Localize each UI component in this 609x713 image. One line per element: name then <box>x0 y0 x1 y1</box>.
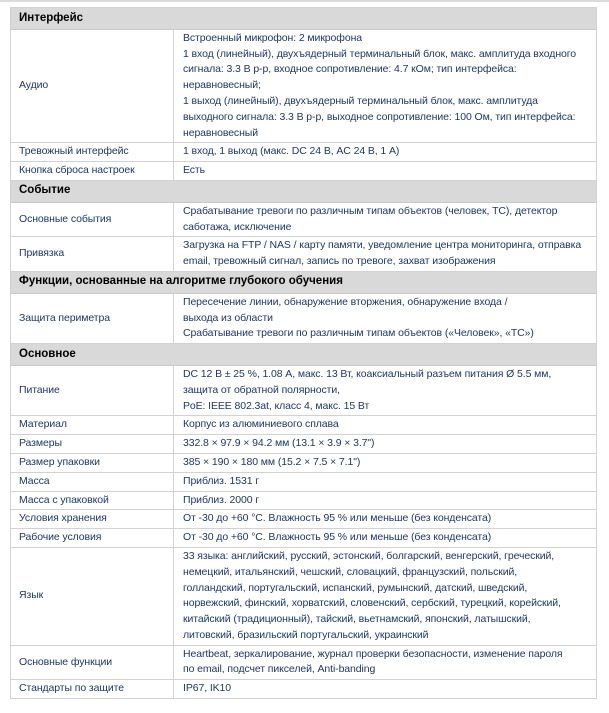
row-value-material <box>174 416 596 434</box>
value-line: Срабатывание тревоги по различным типам объектов (человек, ТС), детектор <box>183 204 558 217</box>
row-value-main-functions <box>174 646 596 680</box>
row-value-operating-conditions <box>174 529 596 547</box>
row-label-reset-button: Кнопка сброса настроек <box>11 162 174 180</box>
table-row-reset-button <box>11 162 596 181</box>
table-row-language <box>11 548 596 646</box>
row-value-linkage <box>174 237 596 271</box>
row-label-main-functions: Основные функции <box>11 646 174 680</box>
row-value-language <box>174 548 596 645</box>
table-row-dimensions <box>11 435 596 454</box>
row-label-audio: Аудио <box>11 30 174 143</box>
row-label-storage-conditions: Условия хранения <box>11 510 174 528</box>
row-value-perimeter-protection <box>174 294 596 343</box>
value-line: китайский (традиционный), тайский, вьетнамский, японский, латышский, <box>183 613 531 626</box>
row-label-linkage: Привязка <box>11 237 174 271</box>
table-row-package-size <box>11 454 596 473</box>
value-line: 332.8 × 97.9 × 94.2 мм (13.1 × 3.9 × 3.7") <box>183 437 375 450</box>
row-label-alarm-interface: Тревожный интерфейс <box>11 143 174 161</box>
value-line: 385 × 190 × 180 мм (15.2 × 7.5 × 7.1") <box>183 455 361 468</box>
value-line: PoE: IEEE 802.3at, класс 4, макс. 15 Вт <box>183 399 370 412</box>
table-row-storage-conditions <box>11 510 596 529</box>
table-row-protection-standards <box>11 680 596 699</box>
value-line: DC 12 В ± 25 %, 1.08 А, макс. 13 Вт, коаксиальный разъем питания Ø 5.5 мм, <box>183 367 552 380</box>
value-line: 1 вход (линейный), двухъядерный терминальный блок, макс. амплитуда входного <box>183 47 577 60</box>
table-row-operating-conditions <box>11 529 596 548</box>
row-value-main-events <box>174 203 596 237</box>
value-line: неравновесный <box>183 126 258 139</box>
row-value-alarm-interface <box>174 143 596 161</box>
row-value-weight <box>174 473 596 491</box>
section-header-interface: Интерфейс <box>11 8 596 30</box>
value-line: литовский, бразильский португальский, украинский <box>183 628 429 641</box>
row-label-perimeter-protection: Защита периметра <box>11 294 174 343</box>
row-label-weight-with-package: Масса с упаковкой <box>11 492 174 510</box>
value-line: 1 выход (линейный), двухъядерный терминальный блок, макс. амплитуда <box>183 94 538 107</box>
row-value-power <box>174 366 596 415</box>
row-label-dimensions: Размеры <box>11 435 174 453</box>
value-line: Встроенный микрофон: 2 микрофона <box>183 31 363 44</box>
table-row-main-functions <box>11 646 596 681</box>
table-row-main-events <box>11 203 596 238</box>
row-value-protection-standards <box>174 680 596 698</box>
row-value-storage-conditions <box>174 510 596 528</box>
value-line: Heartbeat, зеркалирование, журнал проверки безопасности, изменение пароля <box>183 647 563 660</box>
value-line: email, тревожный сигнал, запись по тревоге, захват изображения <box>183 255 496 268</box>
value-line: Загрузка на FTP / NAS / карту памяти, уведомление центра мониторинга, отправка <box>183 239 582 252</box>
table-row-weight-with-package <box>11 492 596 511</box>
table-row-perimeter-protection <box>11 294 596 344</box>
row-value-weight-with-package <box>174 492 596 510</box>
row-label-material: Материал <box>11 416 174 434</box>
table-row-power <box>11 366 596 416</box>
value-line: по email, подсчет пикселей, Anti-banding <box>183 663 376 676</box>
row-label-package-size: Размер упаковки <box>11 454 174 472</box>
section-header-deep-learning: Функции, основанные на алгоритме глубокого обучения <box>11 272 596 294</box>
top-edge-divider <box>0 0 609 2</box>
value-line: От -30 до +60 °C. Влажность 95 % или меньше (без конденсата) <box>183 512 492 525</box>
table-row-material <box>11 416 596 435</box>
value-line: немецкий, итальянский, чешский, словацкий, французский, польский, <box>183 565 518 578</box>
table-row-alarm-interface <box>11 143 596 162</box>
section-header-general: Основное <box>11 344 596 366</box>
value-line: сигнала: 3.3 В p-p, входное сопротивление: 4.7 кОм; тип интерфейса: <box>183 63 517 76</box>
row-label-weight: Масса <box>11 473 174 491</box>
row-value-package-size <box>174 454 596 472</box>
row-label-protection-standards: Стандарты по защите <box>11 680 174 698</box>
value-line: Пересечение линии, обнаружение вторжения, обнаружение входа / <box>183 295 508 308</box>
table-row-audio <box>11 30 596 144</box>
value-line: Есть <box>183 164 206 177</box>
value-line: 33 языка: английский, русский, эстонский, болгарский, венгерский, греческий, <box>183 549 555 562</box>
value-line: неравновесный; <box>183 79 261 92</box>
table-row-linkage <box>11 237 596 272</box>
row-value-reset-button <box>174 162 596 180</box>
value-line: защита от обратной полярности, <box>183 383 340 396</box>
section-header-event: Событие <box>11 181 596 203</box>
value-line: Приблиз. 2000 г <box>183 493 260 506</box>
spec-table <box>10 7 597 699</box>
value-line: выходного сигнала: 3.3 В p-p, выходное сопротивление: 100 Ом, тип интерфейса: <box>183 110 576 123</box>
row-label-power: Питание <box>11 366 174 415</box>
value-line: выхода из области <box>183 311 273 324</box>
row-label-operating-conditions: Рабочие условия <box>11 529 174 547</box>
row-value-audio <box>174 30 596 143</box>
value-line: 1 вход, 1 выход (макс. DC 24 В, AC 24 В, 1 А) <box>183 145 400 158</box>
table-row-weight <box>11 473 596 492</box>
value-line: саботажа, исключение <box>183 220 292 233</box>
value-line: IP67, IK10 <box>183 682 232 695</box>
row-label-main-events: Основные события <box>11 203 174 237</box>
value-line: Срабатывание тревоги по различным типам объектов («Человек», «ТС») <box>183 327 534 340</box>
value-line: Приблиз. 1531 г <box>183 474 260 487</box>
value-line: голландский, португальский, испанский, румынский, датский, шведский, <box>183 581 528 594</box>
row-label-language: Язык <box>11 548 174 645</box>
value-line: От -30 до +60 °C. Влажность 95 % или меньше (без конденсата) <box>183 531 492 544</box>
value-line: Корпус из алюминиевого сплава <box>183 418 339 431</box>
row-value-dimensions <box>174 435 596 453</box>
value-line: норвежский, финский, хорватский, словенский, сербский, турецкий, корейский, <box>183 597 561 610</box>
